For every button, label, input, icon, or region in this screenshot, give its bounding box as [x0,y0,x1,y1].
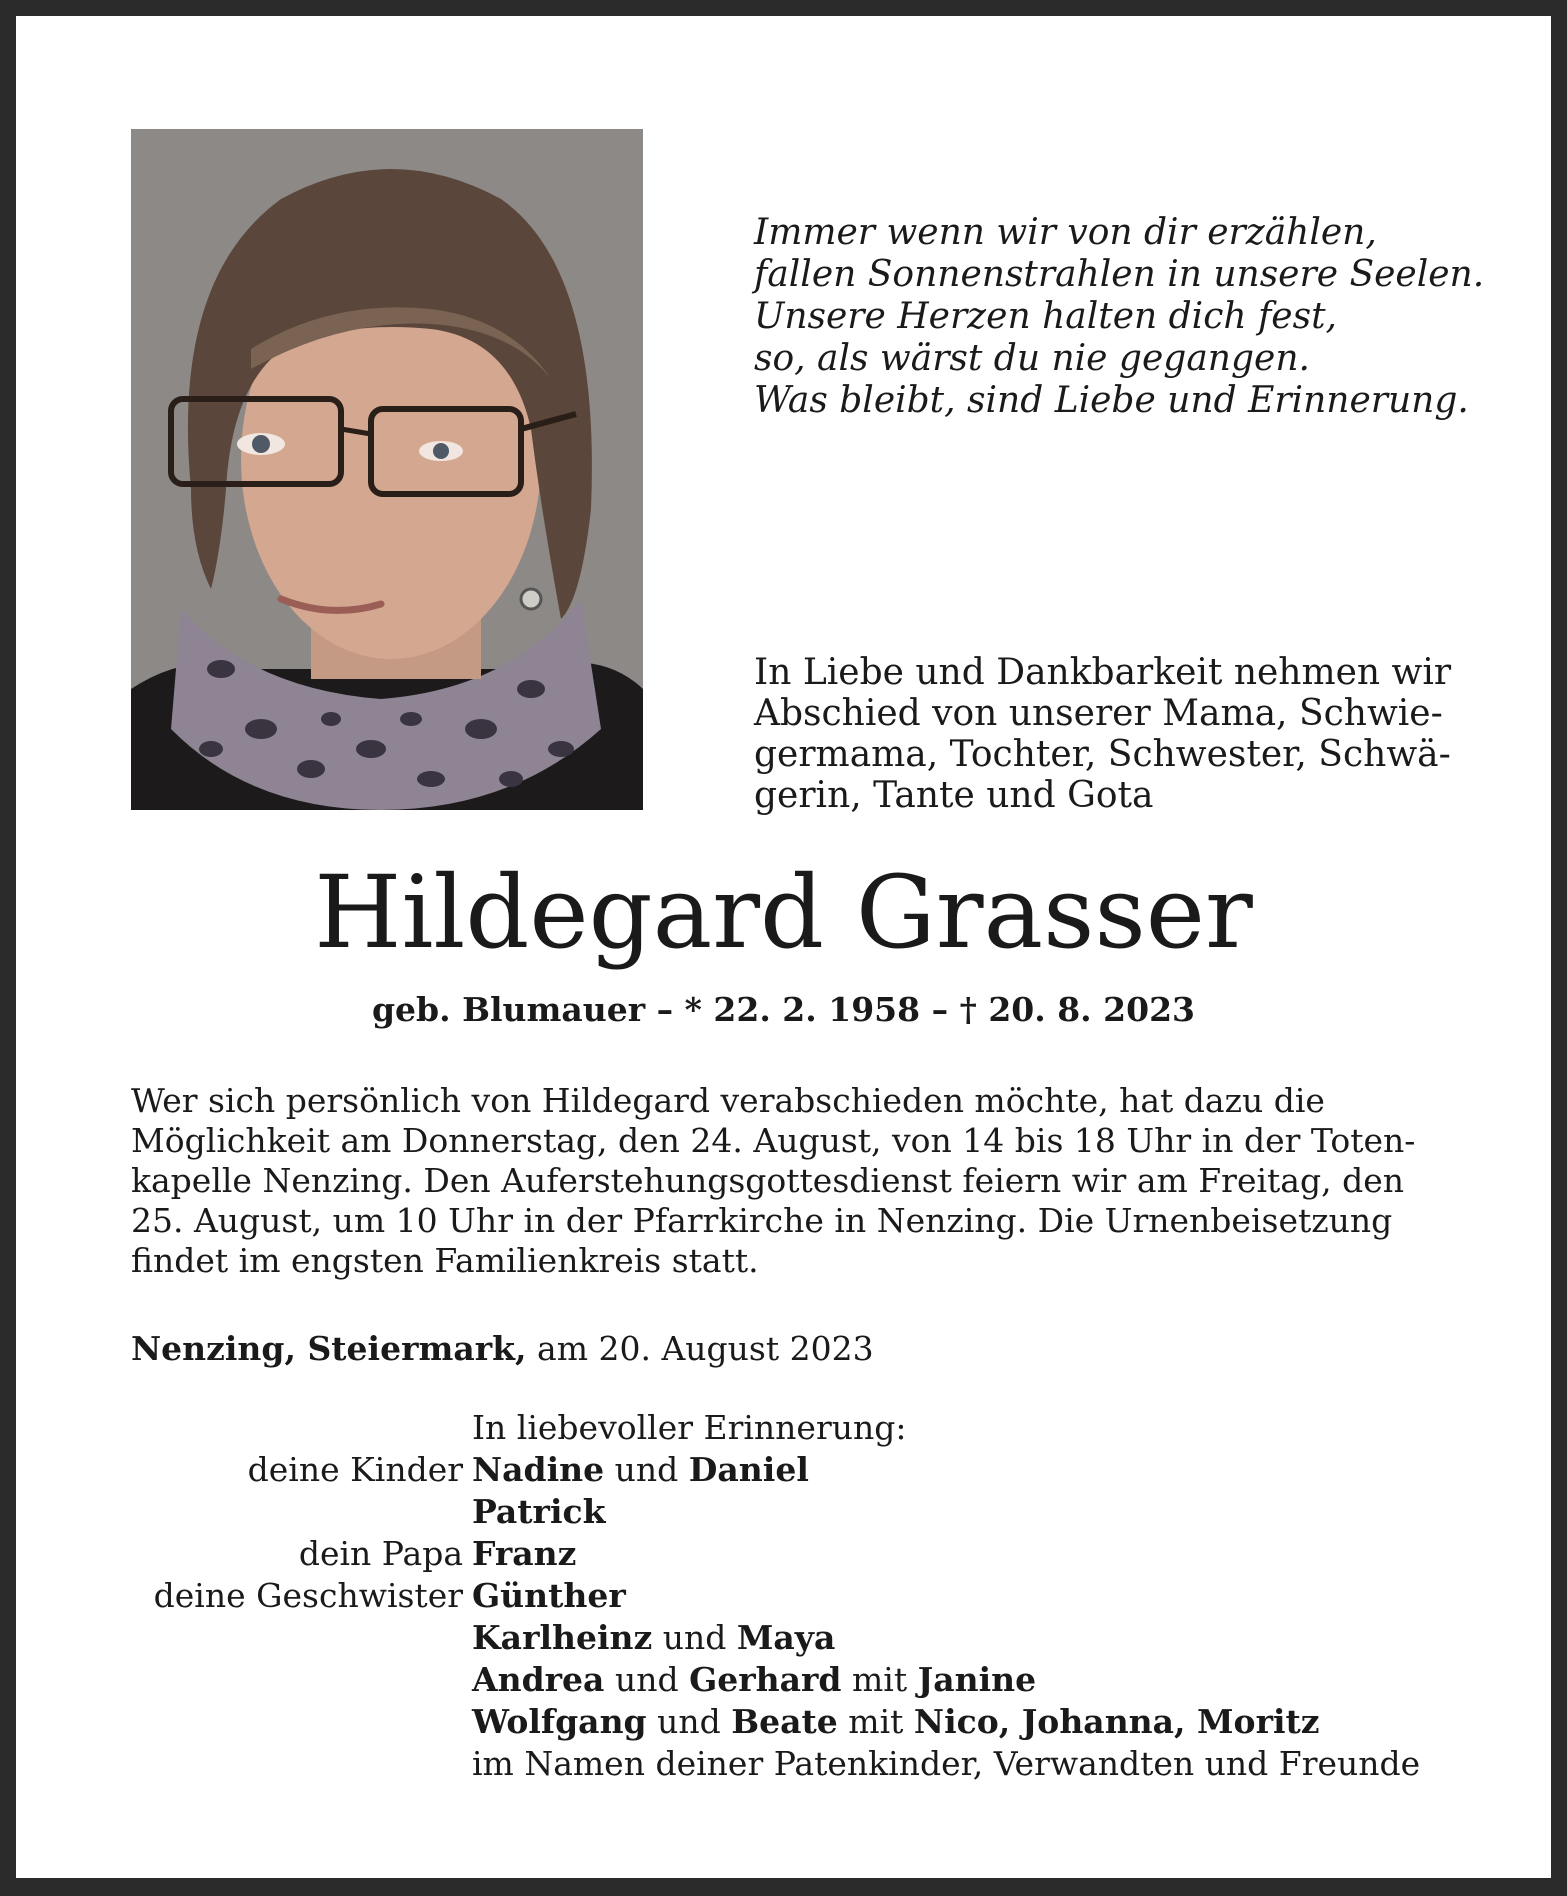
poem-line: Immer wenn wir von dir erzählen, [754,212,1377,253]
family-member: Günther [472,1576,626,1615]
poem-line: fallen Sonnenstrahlen in unsere Seelen. [754,254,1485,295]
family-row [16,1659,1551,1701]
family-names [472,1533,576,1575]
announcement-line: Möglichkeit am Donnerstag, den 24. August, von 14 bis 18 Uhr in der Toten- [131,1121,1416,1160]
family-role: deine Kinder [247,1450,463,1489]
connector: und [614,1450,679,1489]
birth-death-dates: geb. Blumauer – * 22. 2. 1958 – † 20. 8. 2023 [371,990,1196,1029]
family-role: deine Geschwister [153,1576,463,1615]
poem-line: Was bleibt, sind Liebe und Erinnerung. [754,380,1469,421]
family-member: Nico, Johanna, Moritz [913,1702,1320,1741]
intro-line: gerin, Tante und Gota [754,775,1154,816]
family-list [16,1449,1551,1785]
intro-line: germama, Tochter, Schwester, Schwä- [754,734,1451,775]
family-names [472,1575,626,1617]
connector: mit [848,1702,904,1741]
family-member: Daniel [688,1450,809,1489]
announcement-line: 25. August, um 10 Uhr in der Pfarrkirche in Nenzing. Die Urnenbeisetzung [131,1201,1393,1240]
family-member: Karlheinz [472,1618,653,1657]
deceased-name: Hildegard Grasser [314,854,1253,971]
connector: mit [851,1660,908,1699]
family-member: Wolfgang [472,1702,647,1741]
intro-line: In Liebe und Dankbarkeit nehmen wir [754,652,1452,693]
family-row [16,1491,1551,1533]
poem [754,212,1485,422]
poem-line: Unsere Herzen halten dich fest, [754,296,1337,337]
family-row [16,1533,1551,1575]
intro-line: Abschied von unserer Mama, Schwie- [754,693,1443,734]
date: am 20. August 2023 [537,1329,874,1368]
connector: und [657,1702,721,1741]
announcement-text [131,1081,1454,1281]
family-row [16,1701,1551,1743]
announcement-line: Wer sich persönlich von Hildegard verabschieden möchte, hat dazu die [131,1081,1325,1120]
family-row [16,1617,1551,1659]
memory-heading: In liebevoller Erinnerung: [472,1408,907,1447]
family-row [16,1449,1551,1491]
connector: und [662,1618,727,1657]
announcement-line: findet im engsten Familienkreis statt. [131,1241,759,1280]
family-member: Patrick [472,1492,606,1531]
family-names [472,1701,1319,1743]
place: Nenzing, Steiermark, [131,1329,527,1368]
obituary-card [16,16,1551,1878]
family-member: Maya [736,1618,836,1657]
family-member: Beate [731,1702,838,1741]
family-names [472,1491,605,1533]
announcement-line: kapelle Nenzing. Den Auferstehungsgottesdienst feiern wir am Freitag, den [131,1161,1404,1200]
portrait-photo [131,129,643,810]
place-and-date [131,1329,874,1369]
family-row [16,1743,1551,1785]
family-role: dein Papa [298,1534,463,1573]
family-names [472,1617,835,1659]
family-names [472,1659,1036,1701]
family-member: Janine [917,1660,1037,1699]
closing-line: im Namen deiner Patenkinder, Verwandten und Freunde [472,1744,1421,1783]
connector: und [614,1660,679,1699]
family-row [16,1575,1551,1617]
family-member: Nadine [472,1450,605,1489]
family-member: Franz [472,1534,577,1573]
intro-text [754,652,1454,816]
family-member: Gerhard [689,1660,842,1699]
poem-line: so, als wärst du nie gegangen. [754,338,1310,379]
family-member: Andrea [472,1660,605,1699]
family-names [472,1449,809,1491]
